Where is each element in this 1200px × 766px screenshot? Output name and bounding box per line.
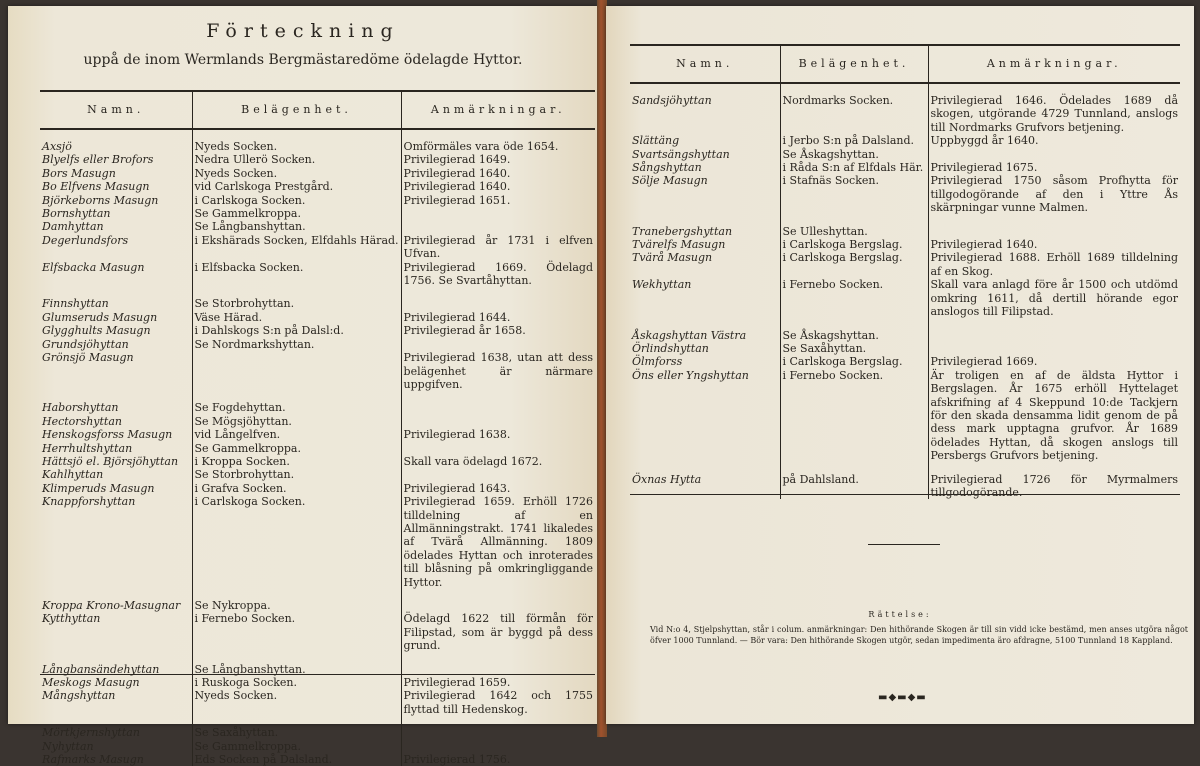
cell-location: Se Storbrohyttan. (192, 468, 401, 481)
header-notes: Anmärkningar. (928, 45, 1180, 83)
table-row (630, 329, 1180, 342)
table-row (40, 401, 595, 414)
cell-name: Sölje Masugn (630, 174, 780, 214)
left-page (8, 6, 598, 766)
cell-name: Slättäng (630, 134, 780, 147)
cell-location: i Råda S:n af Elfdals Här. (780, 161, 928, 174)
cell-location: Se Nordmarkshyttan. (192, 338, 401, 351)
spacer-cell (780, 463, 928, 473)
spacer-row (630, 83, 1180, 94)
cell-name: Haborshyttan (40, 401, 192, 414)
header-notes: Anmärkningar. (401, 91, 595, 129)
cell-location: Se Saxåhyttan. (192, 726, 401, 739)
spacer-row (40, 589, 595, 599)
page-title: Förteckning (206, 20, 400, 42)
table-row (40, 468, 595, 481)
table-row (40, 455, 595, 468)
right-table-body (630, 83, 1180, 499)
cell-notes: Privilegierad 1649. (403, 153, 511, 167)
spacer-cell (40, 653, 192, 663)
cell-name: Hectorshyttan (40, 415, 192, 428)
page-subtitle: uppå de inom Wermlands Bergmästaredöme ödelagde Hyttor. (83, 52, 523, 68)
left-table-body (40, 129, 595, 766)
table-bottom-rule (40, 674, 595, 675)
cell-name: Långbansändehyttan (40, 663, 192, 676)
spacer-cell (928, 215, 1180, 225)
cell-location: Nyeds Socken. (192, 689, 401, 716)
cell-name: Herrhultshyttan (40, 442, 192, 455)
spacer-cell (40, 391, 192, 401)
cell-name: Kytthyttan (40, 612, 192, 652)
cell-name: Mörtkjernshyttan (40, 726, 192, 739)
cell-name: Knappforshyttan (40, 495, 192, 589)
spacer-cell (192, 129, 401, 140)
cell-notes: Privilegierad 1750 såsom Profhytta för tillgodogörande af den i Yttre Ås skärpningar vunne Malmen. (930, 174, 1178, 215)
cell-location: Nedra Ullerö Socken. (192, 153, 401, 166)
cell-notes (928, 148, 1180, 161)
cell-location: i Ekshärads Socken, Elfdahls Härad. (192, 234, 401, 261)
cell-location: Se Fogdehyttan. (192, 401, 401, 414)
cell-name: Elfsbacka Masugn (40, 261, 192, 288)
spacer-cell (928, 319, 1180, 329)
cell-notes (401, 338, 595, 351)
cell-name: Öxnas Hytta (630, 473, 780, 500)
cell-location: Se Gammelkroppa. (192, 740, 401, 753)
cell-name: Grönsjö Masugn (40, 351, 192, 391)
cell-name: Bo Elfvens Masugn (40, 180, 192, 193)
cell-location: i Fernebo Socken. (780, 369, 928, 463)
cell-name: Bors Masugn (40, 167, 192, 180)
cell-location: i Carlskoga Socken. (192, 194, 401, 207)
cell-name: Damhyttan (40, 220, 192, 233)
cell-location: Nordmarks Socken. (780, 94, 928, 134)
table-row (40, 324, 595, 337)
cell-notes: Privilegierad 1659. (403, 676, 511, 690)
cell-notes (928, 342, 1180, 355)
cell-name: Tvärå Masugn (630, 251, 780, 278)
table-row (40, 220, 595, 233)
table-row (40, 351, 595, 391)
cell-name: Glumseruds Masugn (40, 311, 192, 324)
cell-notes: Privilegierad 1644. (403, 310, 511, 324)
cell-name: Björkeborns Masugn (40, 194, 192, 207)
cell-location: Se Saxåhyttan. (780, 342, 928, 355)
cell-name: Öns eller Yngshyttan (630, 369, 780, 463)
table-row (40, 207, 595, 220)
cell-location: Se Åskagshyttan. (780, 329, 928, 342)
cell-notes (401, 207, 595, 220)
table-row (40, 338, 595, 351)
table-row (40, 612, 595, 652)
cell-notes: Privilegierad 1669. Ödelagd 1756. Se Svartåhyttan. (403, 260, 593, 288)
table-row (630, 473, 1180, 500)
left-table (40, 90, 595, 766)
cell-location: Se Gammelkroppa. (192, 442, 401, 455)
spacer-cell (40, 716, 192, 726)
spacer-row (630, 215, 1180, 225)
spacer-row (40, 287, 595, 297)
cell-location: Se Gammelkroppa. (192, 207, 401, 220)
cell-notes (401, 599, 595, 612)
table-row (40, 753, 595, 766)
cell-notes: Omförmäles vara öde 1654. (403, 140, 559, 153)
cell-location: Se Ulleshyttan. (780, 225, 928, 238)
spacer-cell (401, 716, 595, 726)
header-name: Namn. (40, 91, 192, 129)
spacer-row (40, 129, 595, 140)
table-row (40, 428, 595, 441)
spacer-cell (40, 287, 192, 297)
spacer-cell (192, 287, 401, 297)
cell-location: i Carlskoga Bergslag. (780, 355, 928, 368)
spacer-cell (40, 589, 192, 599)
cell-name: Kahlhyttan (40, 468, 192, 481)
right-table (630, 44, 1180, 499)
cell-location: vid Carlskoga Prestgård. (192, 180, 401, 193)
cell-location: i Carlskoga Bergslag. (780, 251, 928, 278)
table-row (40, 495, 595, 589)
spacer-cell (780, 83, 928, 94)
cell-notes: Privilegierad 1638. (403, 428, 511, 442)
table-row (630, 355, 1180, 368)
table-row (40, 311, 595, 324)
spacer-cell (40, 129, 192, 140)
spacer-cell (401, 287, 595, 297)
spacer-cell (192, 589, 401, 599)
cell-location: i Jerbo S:n på Dalsland. (780, 134, 928, 147)
spacer-cell (401, 129, 595, 140)
cell-notes: Privilegierad 1642 och 1755 flyttad till Hedenskog. (403, 689, 593, 716)
spacer-cell (401, 653, 595, 663)
cell-notes: Privilegierad 1643. (403, 481, 511, 495)
table-row (40, 740, 595, 753)
cell-name: Wekhyttan (630, 278, 780, 318)
table-row (40, 726, 595, 739)
table-row (630, 369, 1180, 463)
table-row (630, 251, 1180, 278)
cell-notes: Privilegierad 1675. (930, 161, 1038, 175)
cell-notes (401, 297, 595, 310)
cell-notes (928, 225, 1180, 238)
right-page (606, 6, 1194, 724)
cell-notes: Privilegierad 1640. (930, 238, 1038, 252)
cell-name: Klimperuds Masugn (40, 482, 192, 495)
table-row (630, 238, 1180, 251)
cell-name: Meskogs Masugn (40, 676, 192, 689)
spacer-cell (630, 83, 780, 94)
cell-location: på Dahlsland. (780, 473, 928, 500)
table-row (40, 180, 595, 193)
spacer-cell (630, 463, 780, 473)
cell-name: Bornshyttan (40, 207, 192, 220)
table-row (630, 225, 1180, 238)
cell-notes (401, 220, 595, 233)
cell-name: Axsjö (40, 140, 192, 153)
cell-notes: Privilegierad 1659. Erhöll 1726 tilldelning af en Allmänningstrakt. 1741 likaledes af Tvärå Allmänning. 1809 ödelades Hyttan och inroterades till blåsning på omkringliggande Hyttor. (403, 495, 593, 589)
cell-location: Nyeds Socken. (192, 167, 401, 180)
spacer-row (40, 716, 595, 726)
separator-rule (868, 544, 940, 545)
spacer-row (630, 319, 1180, 329)
cell-location: i Fernebo Socken. (192, 612, 401, 652)
cell-notes: Privilegierad år 1658. (403, 324, 526, 338)
cell-name: Tranebergshyttan (630, 225, 780, 238)
cell-location: vid Långelfven. (192, 428, 401, 441)
spacer-cell (630, 319, 780, 329)
cell-location: Se Långbanshyttan. (192, 220, 401, 233)
table-bottom-rule (630, 494, 1180, 495)
table-row (630, 174, 1180, 214)
cell-notes: Privilegierad 1651. (403, 193, 511, 207)
cell-notes: Skall vara ödelagd 1672. (403, 454, 543, 468)
spacer-cell (401, 391, 595, 401)
cell-location: Se Långbanshyttan. (192, 663, 401, 676)
spacer-row (40, 653, 595, 663)
cell-notes: Skall vara anlagd före år 1500 och utdömd omkring 1611, då dertill hörande egor anslogos till Filipstad. (930, 278, 1178, 319)
cell-name: Finnshyttan (40, 297, 192, 310)
cell-notes: Privilegierad 1646. Ödelades 1689 då skogen, utgörande 4729 Tunnland, anslogs till Nordmarks Grufvors betjening. (930, 94, 1178, 134)
spacer-cell (780, 215, 928, 225)
cell-notes (401, 401, 595, 414)
table-row (40, 194, 595, 207)
cell-name: Sandsjöhyttan (630, 94, 780, 134)
spacer-row (630, 463, 1180, 473)
spacer-cell (780, 319, 928, 329)
cell-notes: Privilegierad 1640. (403, 166, 511, 180)
table-row (40, 297, 595, 310)
cell-notes: Privilegierad 1688. Erhöll 1689 tilldelning af en Skog. (930, 251, 1178, 278)
table-row (630, 161, 1180, 174)
cell-name: Åskagshyttan Västra (630, 329, 780, 342)
table-row (40, 676, 595, 689)
cell-notes (401, 415, 595, 428)
cell-name: Tvärelfs Masugn (630, 238, 780, 251)
spacer-cell (192, 653, 401, 663)
table-row (630, 94, 1180, 134)
header-location: Belägenhet. (192, 91, 401, 129)
cell-notes: Privilegierad 1669. (930, 355, 1038, 369)
cell-name: Rafmarks Masugn (40, 753, 192, 766)
table-row (40, 415, 595, 428)
cell-notes (401, 740, 595, 753)
cell-location (192, 351, 401, 391)
header-name: Namn. (630, 45, 780, 83)
spacer-cell (928, 463, 1180, 473)
table-row (40, 689, 595, 716)
cell-notes: Ödelagd 1622 till förmån för Filipstad, som är byggd på dess grund. (403, 612, 593, 653)
ornament: ▬◆▬◆▬ (878, 692, 927, 703)
cell-notes (401, 726, 595, 739)
spacer-cell (401, 589, 595, 599)
cell-name: Grundsjöhyttan (40, 338, 192, 351)
cell-location: i Dahlskogs S:n på Dalsl:d. (192, 324, 401, 337)
cell-location: i Elfsbacka Socken. (192, 261, 401, 288)
cell-location: Eds Socken på Dalsland. (192, 753, 401, 766)
cell-name: Henskogsforss Masugn (40, 428, 192, 441)
cell-location: Se Åskagshyttan. (780, 148, 928, 161)
table-row (40, 261, 595, 288)
table-row (40, 140, 595, 153)
spacer-cell (192, 716, 401, 726)
cell-location: i Carlskoga Socken. (192, 495, 401, 589)
cell-notes (401, 442, 595, 455)
cell-name: Nyhyttan (40, 740, 192, 753)
table-row (630, 278, 1180, 318)
cell-location: Se Nykroppa. (192, 599, 401, 612)
cell-name: Sångshyttan (630, 161, 780, 174)
table-row (630, 342, 1180, 355)
spacer-cell (192, 391, 401, 401)
cell-location: i Grafva Socken. (192, 482, 401, 495)
cell-location: i Stafnäs Socken. (780, 174, 928, 214)
cell-location: i Kroppa Socken. (192, 455, 401, 468)
spacer-cell (928, 83, 1180, 94)
cell-name: Degerlundsfors (40, 234, 192, 261)
cell-notes: Privilegierad 1726 för Myrmalmers tillgodogörande. (930, 472, 1178, 499)
table-row (630, 148, 1180, 161)
cell-name: Blyelfs eller Brofors (40, 153, 192, 166)
spacer-cell (630, 215, 780, 225)
cell-location: Nyeds Socken. (192, 140, 401, 153)
cell-notes (928, 329, 1180, 342)
cell-name: Hättsjö el. Björsjöhyttan (40, 455, 192, 468)
table-row (40, 167, 595, 180)
cell-notes: Uppbyggd år 1640. (930, 134, 1039, 148)
cell-notes: Privilegierad 1638, utan att dess belägenhet är närmare uppgifven. (403, 351, 593, 391)
table-row (630, 134, 1180, 147)
cell-notes: Privilegierad år 1731 i elfven Ufvan. (403, 233, 593, 261)
header-location: Belägenhet. (780, 45, 928, 83)
table-row (40, 234, 595, 261)
cell-name: Ölmforss (630, 355, 780, 368)
cell-location: i Ruskoga Socken. (192, 676, 401, 689)
cell-location: Se Mögsjöhyttan. (192, 415, 401, 428)
cell-name: Svartsängshyttan (630, 148, 780, 161)
cell-notes: Privilegierad 1640. (403, 180, 511, 194)
cell-notes: Är troligen en af de äldsta Hyttor i Bergslagen. År 1675 erhöll Hyttelaget afskrifning af 4 Skeppund 10:de Tackjern för den skada densamma lidit genom de på dess mark upptagna grufvor. År 1689 ödelades Hyttan, då skogen anslogs till Persbergs Grufvors betjening. (930, 368, 1178, 463)
table-row (40, 482, 595, 495)
cell-name: Kroppa Krono-Masugnar (40, 599, 192, 612)
cell-location: i Carlskoga Bergslag. (780, 238, 928, 251)
table-row (40, 599, 595, 612)
cell-location: Väse Härad. (192, 311, 401, 324)
cell-notes (401, 468, 595, 481)
cell-name: Mångshyttan (40, 689, 192, 716)
cell-name: Örlindshyttan (630, 342, 780, 355)
spacer-row (40, 391, 595, 401)
table-row (40, 442, 595, 455)
cell-location: Se Storbrohyttan. (192, 297, 401, 310)
table-row (40, 153, 595, 166)
rattelse-text: Vid N:o 4, Stjelpshyttan, står i colum. anmärkningar: Den hithörande Skogen är till sin vidd icke bestämd, men anses utgöra något öfver 1000 Tunnland. — Bör vara: Den hithörande Skogen utgör, sedan impedimenta äro afdragne, 5100 Tunnland 18 Kappland. (650, 625, 1188, 645)
cell-name: Glygghults Masugn (40, 324, 192, 337)
cell-location: i Fernebo Socken. (780, 278, 928, 318)
rattelse-heading: Rättelse: (868, 610, 932, 619)
cell-notes: Privilegierad 1756. (403, 753, 511, 766)
